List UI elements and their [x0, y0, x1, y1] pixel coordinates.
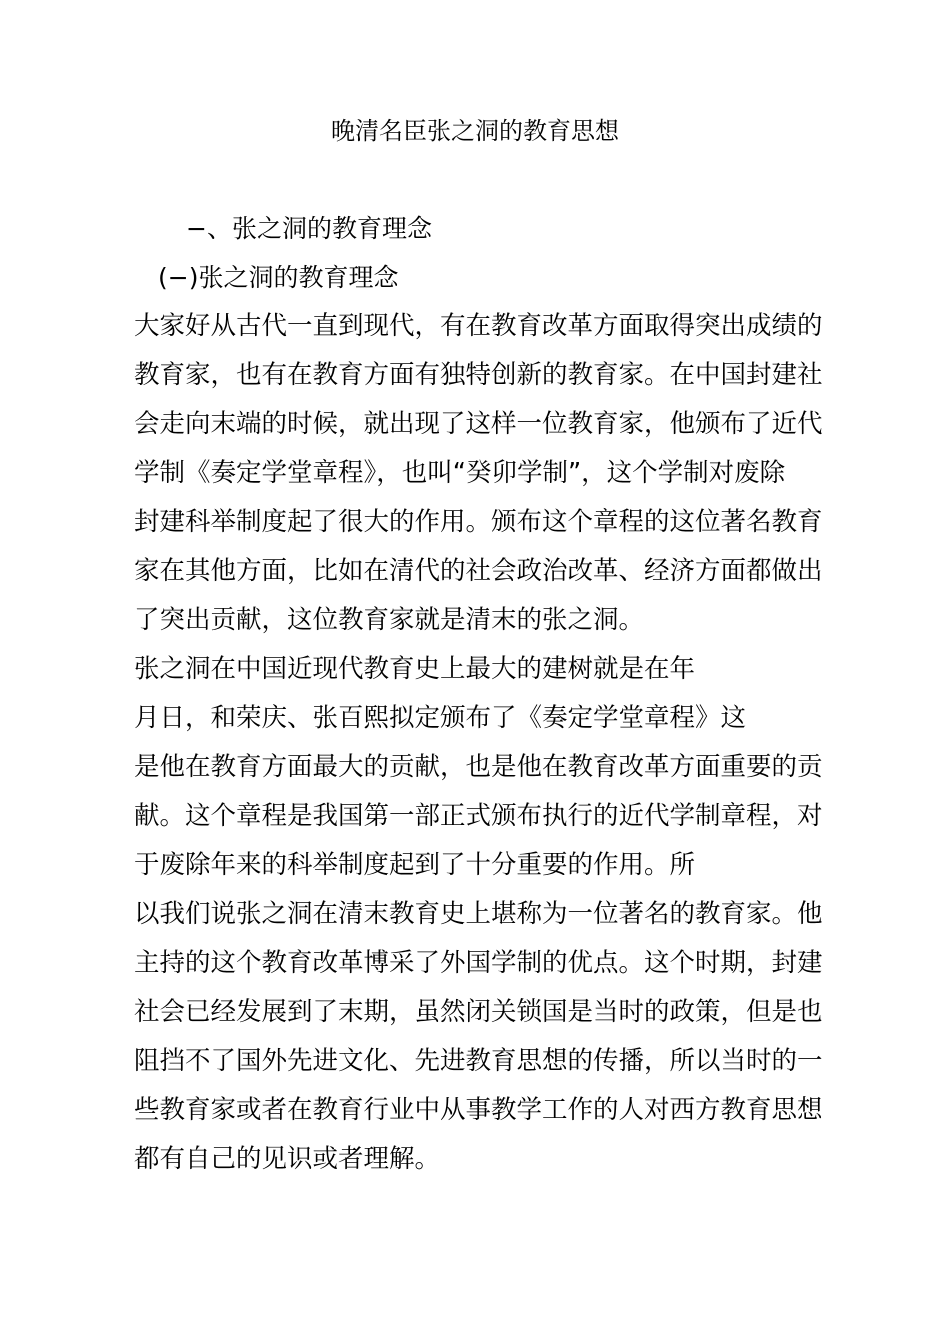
body-line: 大家好从古代一直到现代，有在教育改革方面取得突出成绩的: [134, 311, 823, 341]
body-line: 主持的这个教育改革博采了外国学制的优点。这个时期，封建: [134, 948, 823, 978]
body-line: 了突出贡献，这位教育家就是清末的张之洞。: [134, 605, 645, 635]
body-line: 家在其他方面，比如在清代的社会政治改革、经济方面都做出: [134, 556, 823, 586]
body-line: 些教育家或者在教育行业中从事教学工作的人对西方教育思想: [134, 1095, 823, 1125]
body-line: 阻挡不了国外先进文化、先进教育思想的传播，所以当时的一: [134, 1046, 823, 1076]
body-line: 于废除年来的科举制度起到了十分重要的作用。所: [134, 850, 696, 880]
body-line: 会走向末端的时候，就出现了这样一位教育家，他颁布了近代: [134, 409, 823, 439]
body-line: 月日，和荣庆、张百熙拟定颁布了《奏定学堂章程》这: [134, 703, 747, 733]
body-line: 都有自己的见识或者理解。: [134, 1144, 441, 1174]
document-title: 晚清名臣张之洞的教育思想: [331, 117, 619, 145]
body-line: 学制《奏定学堂章程》，也叫“癸卯学制”，这个学制对废除: [134, 458, 786, 488]
body-line: 张之洞在中国近现代教育史上最大的建树就是在年: [134, 654, 696, 684]
subsection-heading: (−)张之洞的教育理念: [158, 263, 399, 292]
body-line: 献。这个章程是我国第一部正式颁布执行的近代学制章程，对: [134, 801, 823, 831]
body-line: 封建科举制度起了很大的作用。颁布这个章程的这位著名教育: [134, 507, 823, 537]
body-line: 教育家，也有在教育方面有独特创新的教育家。在中国封建社: [134, 360, 823, 390]
body-line: 社会已经发展到了末期，虽然闭关锁国是当时的政策，但是也: [134, 997, 823, 1027]
section-heading: −、张之洞的教育理念: [186, 214, 432, 243]
body-line: 是他在教育方面最大的贡献，也是他在教育改革方面重要的贡: [134, 752, 823, 782]
body-line: 以我们说张之洞在清末教育史上堪称为一位著名的教育家。他: [134, 899, 823, 929]
